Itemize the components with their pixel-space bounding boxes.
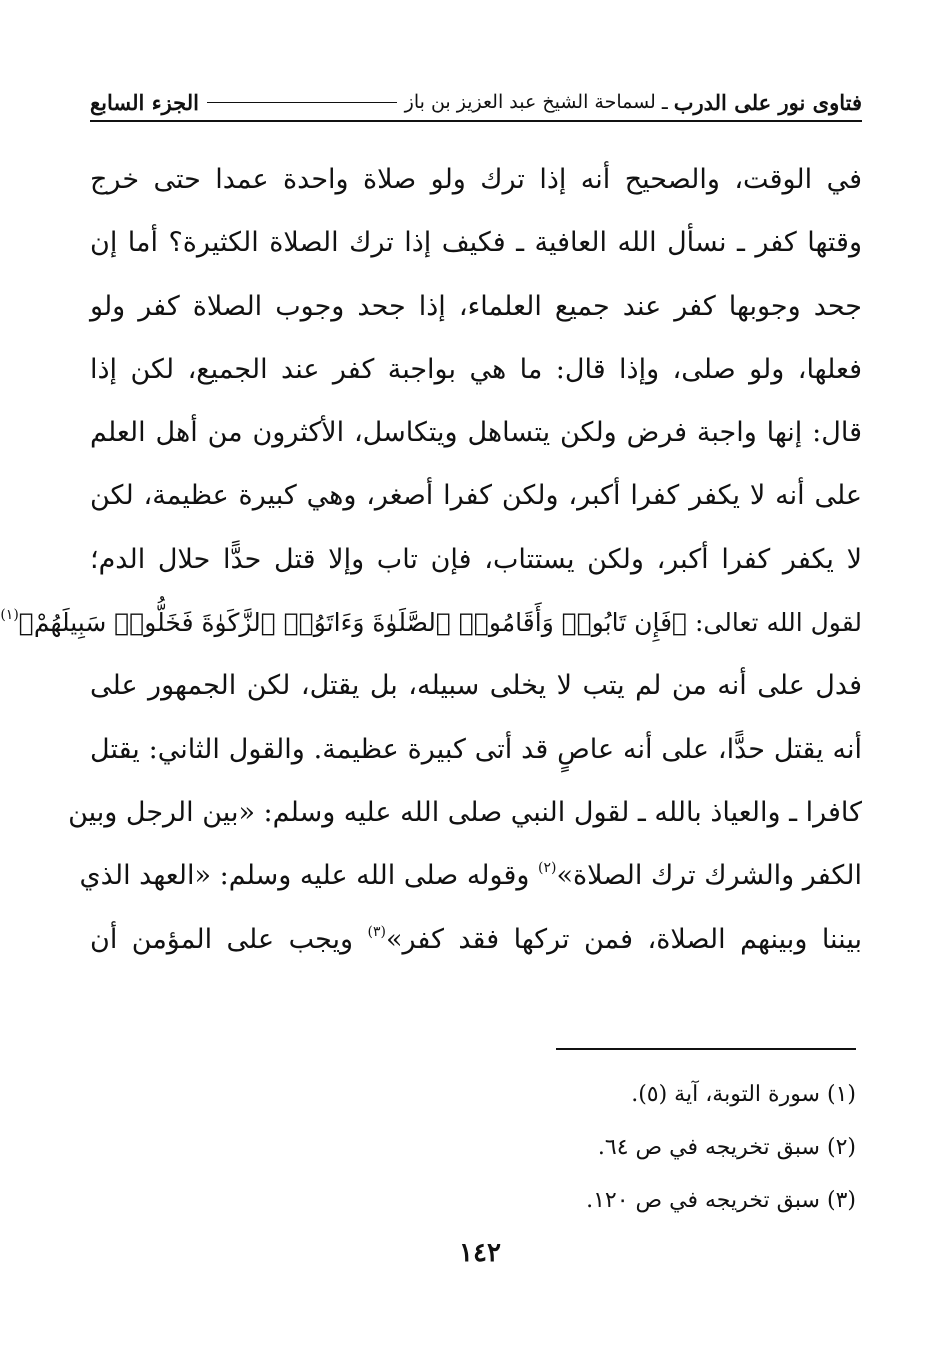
footnote: (١) سورة التوبة، آية (٥). [631, 1082, 856, 1107]
text-line-with-ref [90, 908, 862, 971]
header-rule [207, 102, 397, 103]
hadith-intro: وقوله صلى الله عليه وسلم: «العهد الذي [79, 860, 538, 892]
header-separator: ـ [661, 90, 668, 114]
text-line: قال: إنها واجبة فرض ولكن يتساهل ويتكاسل، الأكثرون من أهل العلم [90, 417, 862, 449]
quran-quote-line [0, 591, 862, 654]
text-continuation: ويجب على المؤمن أن [90, 923, 368, 955]
text-line: جحد وجوبها كفر عند جميع العلماء، إذا جحد وجوب الصلاة كفر ولو [90, 290, 862, 322]
text-line: في الوقت، والصحيح أنه إذا ترك ولو صلاة واحدة عمدا حتى خرج [90, 164, 862, 195]
footnote: (٢) سبق تخريجه في ص ٦٤. [597, 1135, 856, 1160]
text-line: على أنه لا يكفر كفرا أكبر، ولكن كفرا أصغر، وهي كبيرة عظيمة، لكن [90, 480, 862, 512]
text-line: لا يكفر كفرا أكبر، ولكن يستتاب، فإن تاب وإلا قتل حدًّا حلال الدم؛ [90, 543, 862, 575]
running-header [90, 84, 862, 122]
footnotes [90, 1068, 856, 1227]
quran-verse: فَإِن تَابُوا۟ وَأَقَامُوا۟ ٱلصَّلَوٰةَ وَءَاتَوُا۟ ٱلزَّكَوٰةَ فَخَلُّوا۟ سَبِيلَهُمْ [33, 608, 673, 638]
quote-intro: لقول الله تعالى: ﴿ [672, 608, 862, 638]
text-line: فعلها، ولو صلى، وإذا قال: ما هي بواجبة كفر عند الجميع، لكن إذا [90, 353, 862, 385]
footnote: (٣) سبق تخريجه في ص ١٢٠. [586, 1188, 856, 1213]
footnote-ref-3: (٣) [367, 923, 386, 940]
text-line: كافرا ـ والعياذ بالله ـ لقول النبي صلى الله عليه وسلم: «بين الرجل وبين [68, 796, 862, 828]
book-title: فتاوى نور على الدرب [673, 89, 862, 115]
text-line: وقتها كفر ـ نسأل الله العافية ـ فكيف إذا ترك الصلاة الكثيرة؟ أما إن [90, 227, 862, 259]
text-line: فدل على أنه من لم يتب لا يخلى سبيله، بل يقتل، لكن الجمهور على [90, 670, 862, 702]
footnote-ref-2: (٢) [538, 860, 557, 877]
footnote-ref-1: (١) [0, 607, 19, 624]
author-credit: لسماحة الشيخ عبد العزيز بن باز [404, 91, 656, 113]
footnote-divider [556, 1048, 856, 1050]
hadith-end: الكفر والشرك ترك الصلاة» [556, 860, 862, 892]
page-number: ١٤٢ [459, 1238, 501, 1268]
text-line-with-ref [79, 844, 862, 907]
hadith-end: بيننا وبينهم الصلاة، فمن تركها فقد كفر» [386, 923, 862, 955]
volume-label: الجزء السابع [90, 89, 199, 115]
text-line: أنه يقتل حدًّا، على أنه عاصٍ قد أتى كبيرة عظيمة. والقول الثاني: يقتل [90, 733, 862, 765]
quote-close: ﴾ [18, 608, 34, 638]
main-text [0, 148, 862, 971]
